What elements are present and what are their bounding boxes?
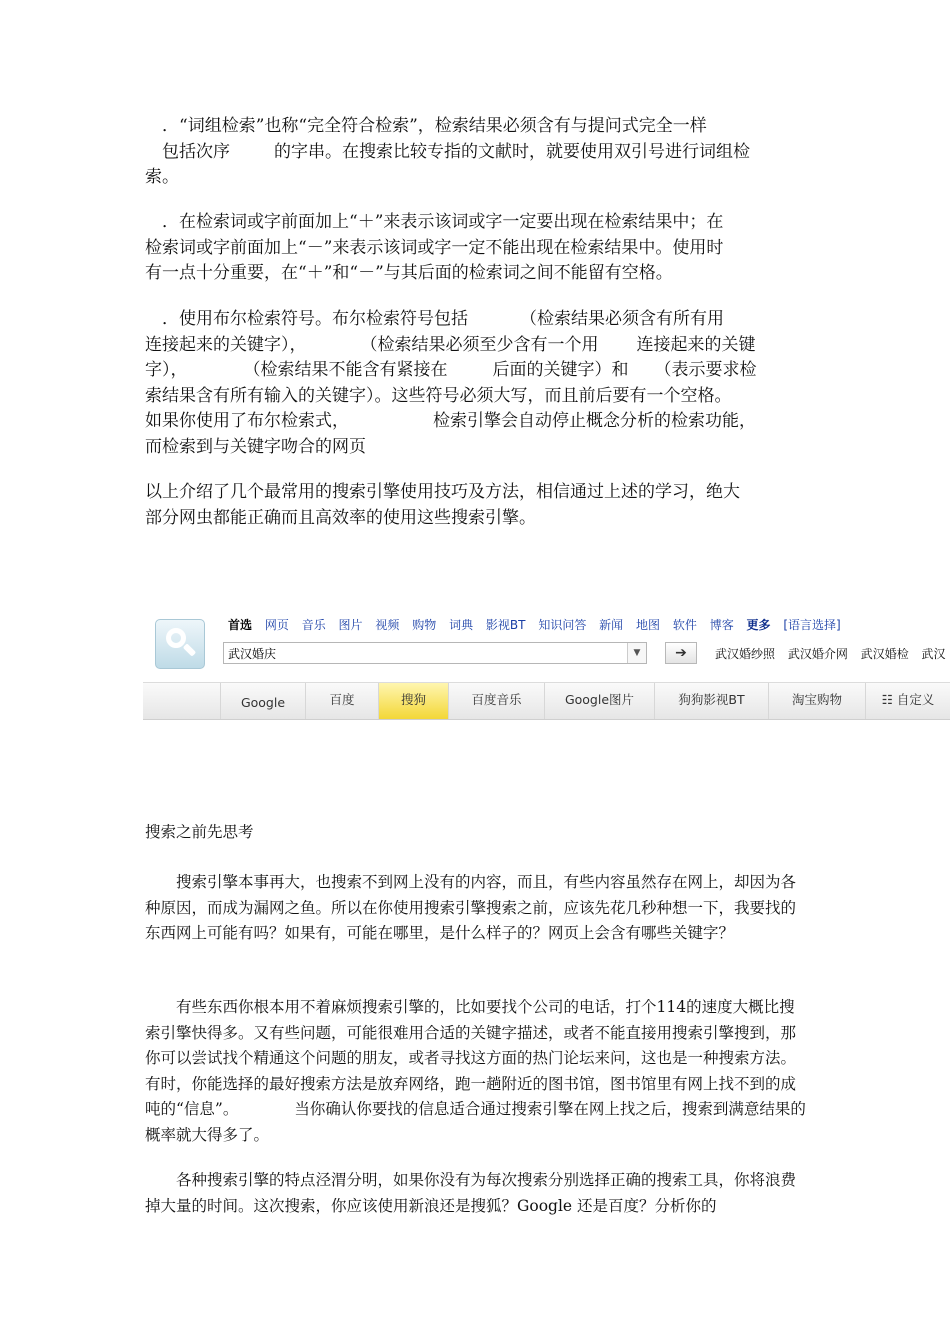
search-box bbox=[223, 642, 647, 664]
p3-line5b: 检索引擎会自动停止概念分析的检索功能， bbox=[433, 411, 756, 431]
nav-item-movies-bt[interactable]: 影视BT bbox=[485, 618, 526, 632]
p4-line1: 以上介绍了几个最常用的搜索引擎使用技巧及方法，相信通过上述的学习，绝大 bbox=[145, 482, 740, 502]
nav-item-software[interactable]: 软件 bbox=[672, 618, 697, 632]
p3-line3a: 字）， bbox=[145, 360, 188, 380]
paragraph-boolean bbox=[145, 307, 810, 460]
p3-line5a: 如果你使用了布尔检索式， bbox=[145, 411, 349, 431]
suggestion-item[interactable]: 武汉婚纱照 bbox=[715, 647, 776, 661]
tab-taobao[interactable]: 淘宝购物 bbox=[768, 683, 865, 719]
p3-line3d: （表示要求检 bbox=[654, 360, 757, 380]
p2-line3: 有一点十分重要，在“＋”和“－”与其后面的检索词之间不能留有空格。 bbox=[145, 263, 673, 283]
section-paragraph-2b: 当你确认你要找的信息适合通过搜索引擎在网上找之后，搜索到满意结果的概率就大得多了。 bbox=[145, 1100, 806, 1144]
nav-item-maps[interactable]: 地图 bbox=[636, 618, 661, 632]
nav-item-video[interactable]: 视频 bbox=[375, 618, 400, 632]
search-input[interactable] bbox=[224, 644, 622, 664]
nav-item-preferred[interactable]: 首选 bbox=[228, 618, 253, 632]
p1-line2b: 的字串。在搜索比较专指的文献时，就要使用双引号进行词组检 bbox=[274, 141, 750, 162]
paragraph-phrase-search bbox=[145, 114, 810, 191]
suggestion-item[interactable]: 武汉 bbox=[921, 647, 946, 661]
suggestion-item[interactable]: 武汉婚检 bbox=[860, 647, 909, 661]
section-paragraph-3: 各种搜索引擎的特点泾渭分明，如果你没有为每次搜索分别选择正确的搜索工具，你将浪费掉大量的时间。这次搜索，你应该使用新浪还是搜狐？Google 还是百度？分析你的 bbox=[145, 1171, 797, 1215]
tab-sogou[interactable]: 搜狗 bbox=[378, 683, 448, 719]
nav-item-blog[interactable]: 博客 bbox=[709, 618, 734, 632]
p3-line6: 而检索到与关键字吻合的网页 bbox=[145, 436, 366, 457]
p3-line4: 索结果含有所有输入的关键字）。这些符号必须大写，而且前后要有一个空格。 bbox=[145, 385, 732, 406]
p1-line1: ．“词组检索”也称“完全符合检索”，检索结果必须含有与提问式完全一样 bbox=[162, 116, 707, 136]
search-suggestions bbox=[715, 645, 950, 662]
p3-line2c: 连接起来的关键 bbox=[636, 334, 756, 355]
suggestion-item[interactable]: 武汉婚介网 bbox=[787, 647, 848, 661]
section-paragraph-2a: 有些东西你根本用不着麻烦搜索引擎的，比如要找个公司的电话，打个114的速度大概比搜索引擎快得多。又有些问题，可能很难用合适的关键字描述，或者不能直接用搜索引擎搜到，那你可以尝试找个精通这个问题的朋友，或者寻找这方面的热门论坛来问，这也是一种搜索方法。有时，你能选择的最好搜索方法是放弃网络，跑一趟附近的图书馆，图书馆里有网上找不到的成吨的“信息”。 bbox=[145, 998, 797, 1118]
nav-item-dictionary[interactable]: 词典 bbox=[449, 618, 474, 632]
tab-gougou-bt[interactable]: 狗狗影视BT bbox=[654, 683, 768, 719]
tab-google[interactable]: Google bbox=[220, 683, 305, 719]
p3-line3c: 后面的关键字）和 bbox=[492, 360, 629, 380]
p2-line2: 检索词或字前面加上“－”来表示该词或字一定不能出现在检索结果中。使用时 bbox=[145, 237, 724, 258]
nav-item-shopping[interactable]: 购物 bbox=[412, 618, 437, 632]
p3-line2b: （检索结果必须至少含有一个用 bbox=[360, 334, 599, 355]
p2-line1: ．在检索词或字前面加上“＋”来表示该词或字一定要出现在检索结果中；在 bbox=[162, 212, 724, 232]
nav-item-language[interactable]: [语言选择] bbox=[783, 618, 841, 632]
nav-item-images[interactable]: 图片 bbox=[338, 618, 363, 632]
arrow-right-icon: ➔ bbox=[675, 645, 687, 661]
tab-baidu-music[interactable]: 百度音乐 bbox=[448, 683, 544, 719]
search-go-button[interactable] bbox=[665, 642, 697, 664]
nav-item-more[interactable]: 更多 bbox=[746, 618, 771, 632]
section-paragraph-2 bbox=[145, 995, 810, 1148]
tab-customize[interactable]: ☷ 自定义 bbox=[865, 683, 950, 719]
search-category-nav bbox=[228, 616, 850, 633]
paragraph-summary bbox=[145, 480, 810, 531]
p3-line1a: ．使用布尔检索符号。布尔检索符号包括 bbox=[162, 309, 468, 329]
section-heading: 搜索之前先思考 bbox=[145, 823, 254, 841]
p3-line3b: （检索结果不能含有紧接在 bbox=[243, 360, 448, 380]
nav-item-web[interactable]: 网页 bbox=[264, 618, 289, 632]
engine-tabs bbox=[143, 682, 950, 720]
p3-line2a: 连接起来的关键字）， bbox=[145, 334, 307, 355]
tab-baidu[interactable]: 百度 bbox=[305, 683, 378, 719]
p1-line2a: 包括次序 bbox=[162, 141, 230, 162]
section-paragraph-1: 搜索引擎本事再大，也搜索不到网上没有的内容，而且，有些内容虽然存在网上，却因为各种原因，而成为漏网之鱼。所以在你使用搜索引擎搜索之前，应该先花几秒种想一下，我要找的东西网上可能有吗？如果有，可能在哪里，是什么样子的？网页上会含有哪些关键字？ bbox=[145, 873, 797, 942]
p4-line2: 部分网虫都能正确而且高效率的使用这些搜索引擎。 bbox=[145, 507, 536, 528]
search-toolbar bbox=[143, 607, 950, 719]
nav-item-qa[interactable]: 知识问答 bbox=[538, 618, 587, 632]
p3-line1b: （检索结果必须含有所有用 bbox=[520, 309, 724, 329]
paragraph-plus-minus bbox=[145, 210, 810, 287]
p1-line3: 索。 bbox=[145, 167, 179, 187]
chevron-down-icon[interactable]: ▼ bbox=[627, 643, 646, 663]
nav-item-music[interactable]: 音乐 bbox=[301, 618, 326, 632]
search-logo-icon bbox=[155, 619, 205, 669]
tab-google-images[interactable]: Google图片 bbox=[544, 683, 654, 719]
nav-item-news[interactable]: 新闻 bbox=[599, 618, 624, 632]
